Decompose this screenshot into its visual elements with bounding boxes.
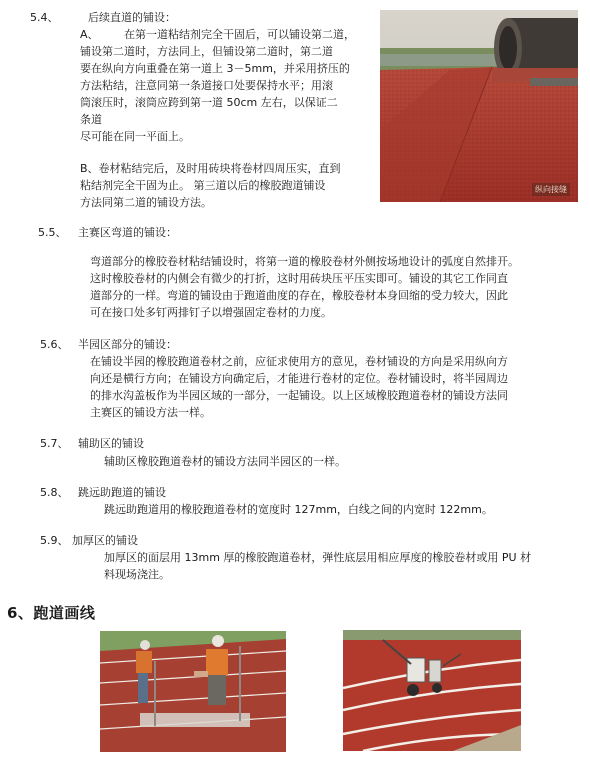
section-5-6-number: 5.6、 (40, 338, 69, 351)
section-5-8-line-1: 跳远助跑道用的橡胶跑道卷材的宽度时 127mm，白线之间的内宽时 122mm。 (104, 503, 493, 516)
section-5-6-title: 半园区部分的铺设： (78, 338, 177, 351)
section-5-7-title: 辅助区的铺设 (78, 437, 144, 450)
section-5-8-title: 跳远助跑道的铺设 (78, 486, 166, 499)
section-5-6-line-2: 向还是横行方向；在铺设方向确定后，才能进行卷材的定位。卷材铺设时，将半园周边 (90, 372, 508, 385)
line-marking-workers-photo (100, 631, 286, 752)
section-5-5-title: 主赛区弯道的铺设： (78, 226, 177, 239)
line-marking-machine-photo (343, 630, 521, 751)
section-6-heading: 6、跑道画线 (7, 604, 96, 622)
item-a-line-3: 要在纵向方向重叠在第一道上 3－5mm，并采用挤压的 (80, 62, 350, 75)
section-5-7-number: 5.7、 (40, 437, 69, 450)
section-5-6-line-3: 的排水沟盖板作为半园区域的一部分，一起铺设。以上区域橡胶跑道卷材的铺设方法同 (90, 389, 508, 402)
section-5-5-line-3: 道部分的一样。弯道的铺设由于跑道曲度的存在，橡胶卷材本身回缩的受力较大，因此 (90, 289, 508, 302)
item-a-line-5: 筒滚压时，滚筒应跨到第一道 50cm 左右，以保证二 (80, 96, 338, 109)
section-5-5-line-2: 这时橡胶卷材的内侧会有微少的打折，这时用砖块压平压实即可。铺设的其它工作同直 (90, 272, 508, 285)
item-b-line-3: 方法同第二道的铺设方法。 (80, 196, 212, 209)
track-roll-photo (380, 10, 578, 202)
photo-watermark: 纵向接缝 (532, 183, 570, 196)
item-a-label: A、 (80, 28, 99, 41)
item-a-line-4: 方法粘结，注意同第一条道接口处要保持水平；用滚 (80, 79, 333, 92)
section-5-6-line-4: 主赛区的铺设方法一样。 (90, 406, 211, 419)
section-5-9-line-2: 料现场浇注。 (104, 568, 170, 581)
item-a-line-6: 条道 (80, 113, 102, 126)
section-5-4-title: 后续直道的铺设： (88, 11, 176, 24)
section-5-9-number: 5.9、 (40, 534, 69, 547)
item-a-line-2: 铺设第二道时，方法同上，但铺设第二道时，第二道 (80, 45, 333, 58)
section-5-4-number: 5.4、 (30, 11, 59, 24)
section-5-5-line-4: 可在接口处多钉两排钉子以增强固定卷材的力度。 (90, 306, 332, 319)
section-5-5-number: 5.5、 (38, 226, 67, 239)
section-5-8-number: 5.8、 (40, 486, 69, 499)
section-5-5-line-1: 弯道部分的橡胶卷材粘结铺设时，将第一道的橡胶卷材外侧按场地设计的弧度自然排开。 (90, 255, 519, 268)
section-5-9-title: 加厚区的铺设 (72, 534, 138, 547)
item-b-line-1: B、卷材粘结完后，及时用砖块将卷材四周压实，直到 (80, 162, 341, 175)
item-a-line-7: 尽可能在同一平面上。 (80, 130, 190, 143)
section-5-9-line-1: 加厚区的面层用 13mm 厚的橡胶跑道卷材，弹性底层用相应厚度的橡胶卷材或用 PU 材 (104, 551, 532, 564)
item-a-line-1: 在第一道粘结剂完全干固后，可以铺设第二道， (124, 28, 355, 41)
section-5-6-line-1: 在铺设半园的橡胶跑道卷材之前，应征求使用方的意见，卷材铺设的方向是采用纵向方 (90, 355, 508, 368)
section-5-7-line-1: 辅助区橡胶跑道卷材的铺设方法同半园区的一样。 (104, 455, 346, 468)
item-b-line-2: 粘结剂完全干固为止。 第三道以后的橡胶跑道铺设 (80, 179, 326, 192)
